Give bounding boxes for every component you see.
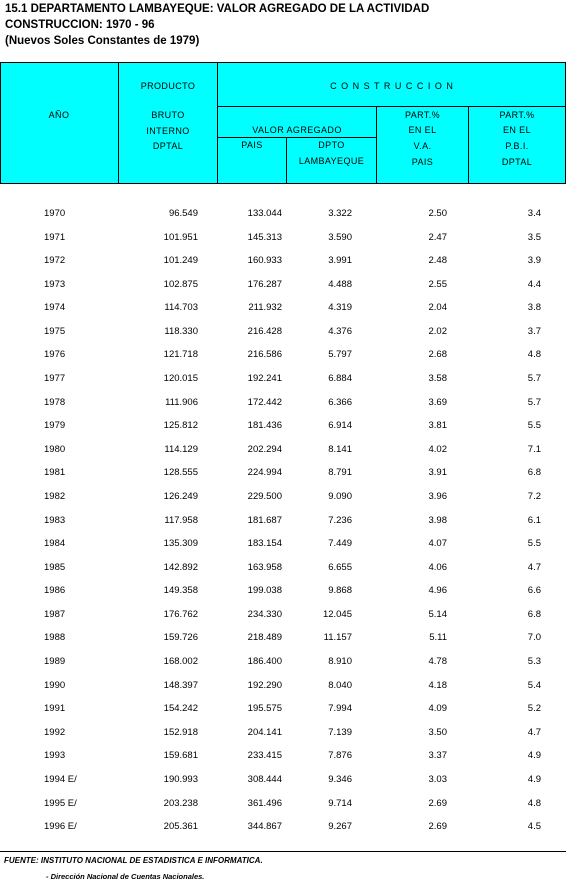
cell-year: 1989 (44, 656, 66, 668)
cell-producto: 190.993 (163, 773, 198, 785)
cell-va-dpto: 7.876 (328, 750, 352, 762)
cell-va-pais: 218.489 (247, 632, 282, 644)
cell-va-dpto: 9.346 (328, 773, 352, 785)
cell-va-dpto: 6.366 (328, 396, 352, 408)
cell-year: 1979 (44, 420, 66, 432)
cell-va-dpto: 12.045 (322, 608, 352, 620)
table-units: (Nuevos Soles Constantes de 1979) (5, 35, 200, 47)
cell-va-pais: 195.575 (247, 703, 282, 715)
cell-year: 1995 E/ (44, 797, 77, 809)
cell-producto: 125.812 (163, 420, 198, 432)
table-row (0, 795, 568, 815)
cell-producto: 114.703 (164, 302, 198, 314)
table-row (0, 512, 568, 532)
cell-va-pais: 202.294 (247, 443, 282, 455)
cell-producto: 96.549 (168, 208, 198, 219)
cell-producto: 111.906 (165, 396, 198, 408)
table-subtitle: CONSTRUCCION: 1970 - 96 (5, 19, 155, 31)
cell-va-pais: 233.415 (247, 750, 282, 762)
table-row (0, 559, 568, 579)
table-row (0, 747, 568, 767)
cell-part-va-pais: 3.58 (428, 373, 447, 385)
cell-va-dpto: 9.267 (328, 821, 352, 833)
cell-va-dpto: 4.488 (328, 278, 352, 290)
cell-part-va-pais: 2.48 (428, 255, 447, 267)
cell-va-dpto: 7.994 (328, 703, 352, 715)
cell-part-va-pais: 5.14 (428, 608, 447, 620)
cell-part-va-pais: 4.18 (428, 679, 447, 691)
cell-year: 1984 (44, 538, 66, 550)
cell-part-pbi-dptal: 6.6 (527, 585, 541, 597)
table-row (0, 629, 568, 649)
source-note: FUENTE: INSTITUTO NACIONAL DE ESTADISTICA E INFORMATICA. (4, 856, 263, 865)
cell-part-pbi-dptal: 5.2 (527, 703, 541, 715)
cell-year: 1970 (44, 208, 66, 219)
table-row (0, 488, 568, 508)
cell-year: 1973 (44, 278, 66, 290)
table-header (0, 62, 566, 184)
cell-va-pais: 234.330 (247, 608, 282, 620)
table-row (0, 205, 568, 225)
cell-va-dpto: 6.914 (328, 420, 352, 432)
table-row (0, 724, 568, 744)
cell-va-pais: 186.400 (247, 656, 282, 668)
table-row (0, 677, 568, 697)
cell-part-va-pais: 3.37 (428, 750, 447, 762)
cell-year: 1975 (44, 325, 66, 337)
cell-va-dpto: 4.319 (328, 302, 352, 314)
cell-producto: 152.918 (163, 726, 198, 738)
cell-part-va-pais: 2.02 (428, 325, 447, 337)
table-row (0, 346, 568, 366)
cell-part-va-pais: 3.81 (428, 420, 447, 432)
cell-part-va-pais: 3.03 (428, 773, 447, 785)
cell-va-pais: 344.867 (247, 821, 282, 833)
cell-producto: 118.330 (164, 325, 198, 337)
cell-producto: 159.726 (163, 632, 198, 644)
cell-va-dpto: 8.910 (328, 656, 352, 668)
header-valor-agregado: VALOR AGREGADO (252, 125, 342, 135)
cell-part-va-pais: 3.50 (428, 726, 447, 738)
table-row (0, 252, 568, 272)
cell-part-pbi-dptal: 4.7 (527, 726, 541, 738)
cell-part-va-pais: 4.09 (428, 703, 447, 715)
cell-va-dpto: 9.714 (328, 797, 352, 809)
cell-part-pbi-dptal: 4.8 (527, 797, 541, 809)
table-row (0, 417, 568, 437)
cell-va-pais: 176.287 (247, 278, 282, 290)
cell-year: 1972 (44, 255, 66, 267)
header-producto: PRODUCTO (140, 81, 196, 91)
header-part2-line3: P.B.I. (505, 141, 529, 151)
cell-producto: 117.958 (164, 514, 198, 526)
cell-va-pais: 216.586 (247, 349, 282, 361)
cell-part-pbi-dptal: 3.7 (527, 325, 541, 337)
cell-va-pais: 308.444 (247, 773, 282, 785)
cell-va-dpto: 8.040 (328, 679, 352, 691)
table-row (0, 818, 568, 838)
cell-va-dpto: 6.655 (328, 561, 352, 573)
header-part2-line1: PART.% (499, 110, 535, 120)
cell-va-dpto: 11.157 (323, 632, 352, 644)
cell-part-pbi-dptal: 4.8 (527, 349, 541, 361)
cell-part-va-pais: 3.96 (428, 490, 447, 502)
cell-year: 1978 (44, 396, 66, 408)
cell-va-pais: 224.994 (247, 467, 282, 479)
cell-producto: 114.129 (164, 443, 198, 455)
cell-producto: 203.238 (163, 797, 198, 809)
cell-part-pbi-dptal: 5.7 (527, 396, 541, 408)
cell-part-va-pais: 4.06 (428, 561, 447, 573)
cell-year: 1990 (44, 679, 66, 691)
table-row (0, 535, 568, 555)
cell-producto: 135.309 (163, 538, 198, 550)
cell-part-va-pais: 2.69 (428, 797, 447, 809)
cell-va-dpto: 7.449 (328, 538, 352, 550)
header-dpto: DPTO (318, 140, 345, 150)
header-lambayeque: LAMBAYEQUE (298, 156, 365, 166)
header-bruto: BRUTO (151, 110, 185, 120)
header-part1-line1: PART.% (404, 110, 441, 120)
cell-part-pbi-dptal: 5.5 (527, 538, 541, 550)
cell-part-pbi-dptal: 7.2 (527, 490, 541, 502)
table-row (0, 299, 568, 319)
cell-va-pais: 181.436 (247, 420, 282, 432)
cell-part-va-pais: 3.98 (428, 514, 447, 526)
cell-producto: 102.875 (163, 278, 198, 290)
table-row (0, 441, 568, 461)
cell-va-dpto: 8.141 (328, 443, 352, 455)
cell-year: 1993 (44, 750, 66, 762)
cell-va-dpto: 7.236 (328, 514, 352, 526)
cell-va-pais: 145.313 (247, 231, 282, 243)
cell-part-pbi-dptal: 4.9 (527, 750, 541, 762)
table-row (0, 582, 568, 602)
cell-va-pais: 229.500 (247, 490, 282, 502)
cell-part-pbi-dptal: 5.5 (527, 420, 541, 432)
cell-va-pais: 192.241 (247, 373, 282, 385)
cell-part-pbi-dptal: 4.9 (527, 773, 541, 785)
cell-va-dpto: 6.884 (328, 373, 352, 385)
table-title: 15.1 DEPARTAMENTO LAMBAYEQUE: VALOR AGREGADO DE LA ACTIVIDAD (5, 3, 430, 15)
cell-va-pais: 183.154 (247, 538, 282, 550)
cell-part-va-pais: 2.04 (428, 302, 447, 314)
cell-part-va-pais: 2.68 (428, 349, 447, 361)
cell-va-pais: 163.958 (247, 561, 282, 573)
footer-divider (0, 851, 566, 852)
cell-producto: 168.002 (163, 656, 198, 668)
cell-va-dpto: 3.322 (328, 208, 352, 219)
cell-va-dpto: 9.868 (328, 585, 352, 597)
cell-part-va-pais: 4.96 (428, 585, 447, 597)
table-row (0, 276, 568, 296)
source-subnote: - Dirección Nacional de Cuentas Nacionales. (46, 872, 205, 881)
header-border-left (0, 62, 1, 184)
cell-va-dpto: 3.590 (328, 231, 352, 243)
cell-year: 1996 E/ (44, 821, 77, 833)
table-row (0, 229, 568, 249)
cell-part-pbi-dptal: 7.0 (527, 632, 541, 644)
table-row (0, 464, 568, 484)
cell-part-va-pais: 3.91 (428, 467, 447, 479)
cell-va-dpto: 9.090 (328, 490, 352, 502)
cell-part-pbi-dptal: 3.5 (527, 231, 541, 243)
cell-year: 1977 (44, 373, 66, 385)
cell-year: 1971 (44, 231, 66, 243)
header-part1-line3: V.A. (413, 141, 432, 151)
cell-va-pais: 211.932 (248, 302, 282, 314)
cell-producto: 128.555 (163, 467, 198, 479)
cell-va-dpto: 5.797 (328, 349, 352, 361)
cell-part-pbi-dptal: 5.4 (527, 679, 541, 691)
cell-va-dpto: 4.376 (328, 325, 352, 337)
cell-producto: 154.242 (163, 703, 198, 715)
cell-part-pbi-dptal: 3.9 (527, 255, 541, 267)
cell-producto: 101.249 (163, 255, 198, 267)
cell-year: 1983 (44, 514, 66, 526)
table-row (0, 700, 568, 720)
cell-part-pbi-dptal: 6.8 (527, 608, 541, 620)
cell-producto: 149.358 (163, 585, 198, 597)
cell-part-va-pais: 2.69 (428, 821, 447, 833)
table-row (0, 771, 568, 791)
cell-year: 1994 E/ (44, 773, 77, 785)
cell-part-va-pais: 4.78 (428, 656, 447, 668)
table-row (0, 653, 568, 673)
cell-year: 1992 (44, 726, 66, 738)
cell-va-dpto: 8.791 (328, 467, 352, 479)
header-part1-line4: PAIS (411, 157, 434, 167)
cell-producto: 205.361 (163, 821, 198, 833)
cell-part-pbi-dptal: 6.1 (527, 514, 541, 526)
cell-year: 1986 (44, 585, 66, 597)
header-construccion: C O N S T R U C C I O N (330, 81, 454, 91)
table-row (0, 606, 568, 626)
cell-part-pbi-dptal: 5.3 (527, 656, 541, 668)
cell-va-pais: 204.141 (247, 726, 282, 738)
cell-part-pbi-dptal: 6.8 (527, 467, 541, 479)
cell-producto: 176.762 (163, 608, 198, 620)
header-anio: AÑO (48, 110, 70, 120)
cell-va-pais: 181.687 (247, 514, 282, 526)
cell-va-pais: 216.428 (247, 325, 282, 337)
header-pais: PAIS (241, 140, 263, 150)
cell-year: 1991 (44, 703, 66, 715)
cell-year: 1981 (44, 467, 66, 479)
cell-year: 1982 (44, 490, 66, 502)
cell-va-pais: 199.038 (247, 585, 282, 597)
cell-part-pbi-dptal: 3.4 (527, 208, 541, 219)
cell-producto: 142.892 (163, 561, 198, 573)
cell-producto: 120.015 (163, 373, 198, 385)
cell-part-pbi-dptal: 4.4 (527, 278, 541, 290)
cell-va-pais: 192.290 (247, 679, 282, 691)
header-interno: INTERNO (146, 126, 190, 136)
header-part2-line2: EN EL (502, 125, 531, 135)
cell-year: 1987 (44, 608, 66, 620)
cell-va-pais: 172.442 (247, 396, 282, 408)
cell-va-pais: 133.044 (247, 208, 282, 219)
cell-part-va-pais: 3.69 (428, 396, 447, 408)
header-dptal: DPTAL (152, 141, 184, 151)
cell-producto: 148.397 (163, 679, 198, 691)
cell-va-pais: 160.933 (247, 255, 282, 267)
cell-va-dpto: 3.991 (328, 255, 352, 267)
cell-va-dpto: 7.139 (328, 726, 352, 738)
cell-producto: 159.681 (163, 750, 198, 762)
cell-part-pbi-dptal: 4.5 (527, 821, 541, 833)
table-row (0, 370, 568, 390)
cell-part-va-pais: 4.07 (428, 538, 447, 550)
cell-producto: 101.951 (163, 231, 198, 243)
cell-part-pbi-dptal: 7.1 (527, 443, 541, 455)
cell-part-va-pais: 2.47 (428, 231, 447, 243)
cell-part-va-pais: 2.50 (428, 208, 447, 219)
cell-producto: 126.249 (163, 490, 198, 502)
cell-part-va-pais: 4.02 (428, 443, 447, 455)
header-border-top (0, 62, 566, 63)
cell-part-pbi-dptal: 3.8 (527, 302, 541, 314)
cell-year: 1988 (44, 632, 66, 644)
cell-part-va-pais: 5.11 (429, 632, 447, 644)
cell-part-pbi-dptal: 4.7 (527, 561, 541, 573)
header-part1-line2: EN EL (408, 125, 437, 135)
cell-va-pais: 361.496 (247, 797, 282, 809)
cell-part-pbi-dptal: 5.7 (527, 373, 541, 385)
cell-part-va-pais: 2.55 (428, 278, 447, 290)
table-row (0, 323, 568, 343)
cell-year: 1985 (44, 561, 66, 573)
header-part2-line4: DPTAL (501, 157, 533, 167)
cell-year: 1976 (44, 349, 66, 361)
cell-year: 1974 (44, 302, 66, 314)
table-row (0, 394, 568, 414)
cell-producto: 121.718 (163, 349, 198, 361)
header-border-bottom (0, 183, 566, 184)
cell-year: 1980 (44, 443, 66, 455)
